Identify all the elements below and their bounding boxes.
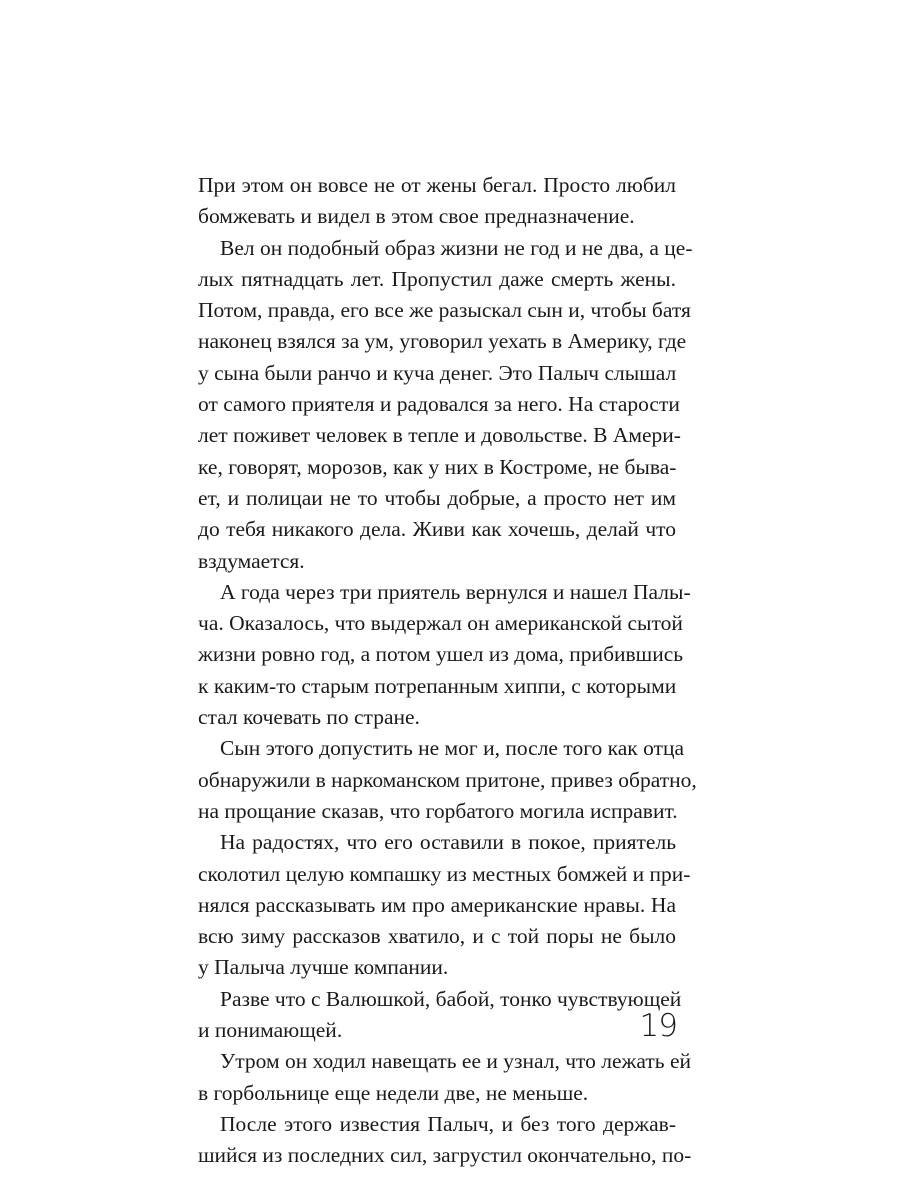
text-line: от самого приятеля и радовался за него. На старости [198,392,680,417]
text-line: При этом он вовсе не от жены бегал. Просто любил [198,173,676,197]
text-line: На радостях, что его оставили в покое, приятель [220,830,676,855]
text-line: сколотил целую компашку из местных бомжей и при- [198,861,691,886]
text-line: После этого известия Палыч, и без того держав- [220,1111,676,1136]
text-line: жизни ровно год, а потом ушел из дома, прибившись [198,642,684,667]
text-line: ке, говорят, морозов, как у них в Костроме, не быва- [198,454,677,479]
text-line: ча. Оказалось, что выдержал он американской сытой [198,611,683,636]
text-line: наконец взялся за ум, уговорил уехать в Америку, где [198,329,687,354]
text-line: ет, и полицаи не то чтобы добрые, а просто нет им [198,485,676,510]
text-line: на прощание сказав, что горбатого могила исправит. [198,798,678,823]
text-line: всю зиму рассказов хватило, и с той поры не было [198,924,676,949]
text-line: шийся из последних сил, загрустил окончательно, по- [198,1143,692,1168]
text-line: к каким-то старым потрепанным хиппи, с которыми [198,673,677,698]
text-line: у сына были ранчо и куча денег. Это Палыч слышал [198,360,677,385]
text-line: Сын этого допустить не мог и, после того как отца [220,736,685,761]
page-number: 19 [639,1008,677,1044]
text-line: лет поживет человек в тепле и довольстве. В Амери- [198,423,681,448]
text-line: Утром он ходил навещать ее и узнал, что лежать ей [220,1049,692,1074]
text-line: Разве что с Валюшкой, бабой, тонко чувствующей [220,986,682,1011]
text-line: в горбольнице еще недели две, не меньше. [198,1080,589,1105]
text-line: стал кочевать по стране. [198,705,420,730]
text-line: и понимающей. [198,1018,343,1043]
text-line: А года через три приятель вернулся и нашел Палы- [220,579,691,604]
text-line: лых пятнадцать лет. Пропустил даже смерть жены. [198,266,676,291]
text-line: Потом, правда, его все же разыскал сын и, чтобы батя [198,298,691,323]
text-line: до тебя никакого дела. Живи как хочешь, делай что [198,517,676,542]
text-line: обнаружили в наркоманском притоне, привез обратно, [198,767,697,792]
text-line: Вел он подобный образ жизни не год и не два, а це- [220,235,693,260]
text-line: бомжевать и видел в этом свое предназначение. [198,204,635,229]
text-line: у Палыча лучше компании. [198,955,449,980]
text-line: нялся рассказывать им про американские нравы. На [198,892,676,917]
text-line: вздумается. [198,548,305,573]
